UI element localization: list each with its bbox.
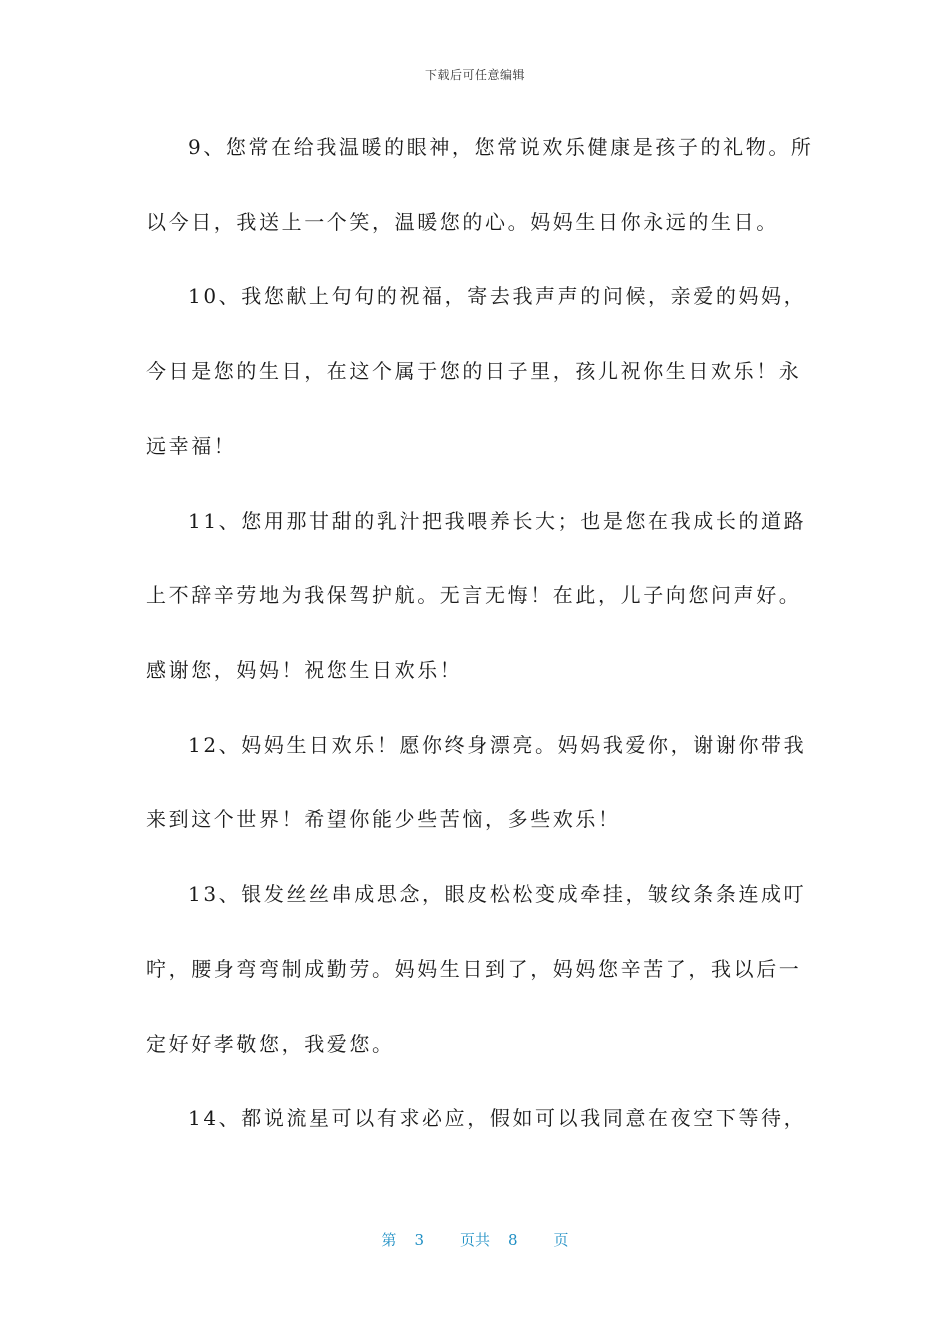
paragraph-line: 13、银发丝丝串成思念，眼皮松松变成牵挂，皱纹条条连成叮: [188, 882, 807, 906]
paragraph-line: 来到这个世界！希望你能少些苦恼，多些欢乐！: [146, 807, 621, 831]
paragraph-line: 11、您用那甘甜的乳汁把我喂养长大；也是您在我成长的道路: [188, 509, 807, 533]
paragraph-line: 10、我您献上句句的祝福，寄去我声声的问候，亲爱的妈妈，: [188, 284, 807, 308]
paragraph-line: 远幸福！: [146, 434, 237, 458]
footer-ye: 页: [553, 1231, 569, 1249]
paragraph-line: 9、您常在给我温暖的眼神，您常说欢乐健康是孩子的礼物。所: [188, 135, 814, 159]
paragraph-line: 上不辞辛劳地为我保驾护航。无言无悔！在此，儿子向您问声好。: [146, 583, 802, 607]
paragraph-line: 今日是您的生日，在这个属于您的日子里，孩儿祝你生日欢乐！永: [146, 359, 802, 383]
paragraph-line: 感谢您，妈妈！祝您生日欢乐！: [146, 658, 463, 682]
paragraph-line: 12、妈妈生日欢乐！愿你终身漂亮。妈妈我爱你，谢谢你带我: [188, 733, 807, 757]
footer-di: 第: [381, 1231, 397, 1249]
page-footer: [0, 1229, 950, 1250]
page-header: 下载后可任意编辑: [424, 68, 525, 82]
paragraph-line: 定好好孝敬您，我爱您。: [146, 1032, 395, 1056]
paragraph-line: 以今日，我送上一个笑，温暖您的心。妈妈生日你永远的生日。: [146, 210, 779, 234]
footer-ye-gong: 页共: [459, 1231, 490, 1249]
footer-total-pages: 8: [508, 1231, 518, 1249]
footer-current-page: 3: [414, 1231, 424, 1249]
paragraph-line: 咛，腰身弯弯制成勤劳。妈妈生日到了，妈妈您辛苦了，我以后一: [146, 957, 802, 981]
paragraph-line: 14、都说流星可以有求必应，假如可以我同意在夜空下等待，: [188, 1106, 807, 1130]
